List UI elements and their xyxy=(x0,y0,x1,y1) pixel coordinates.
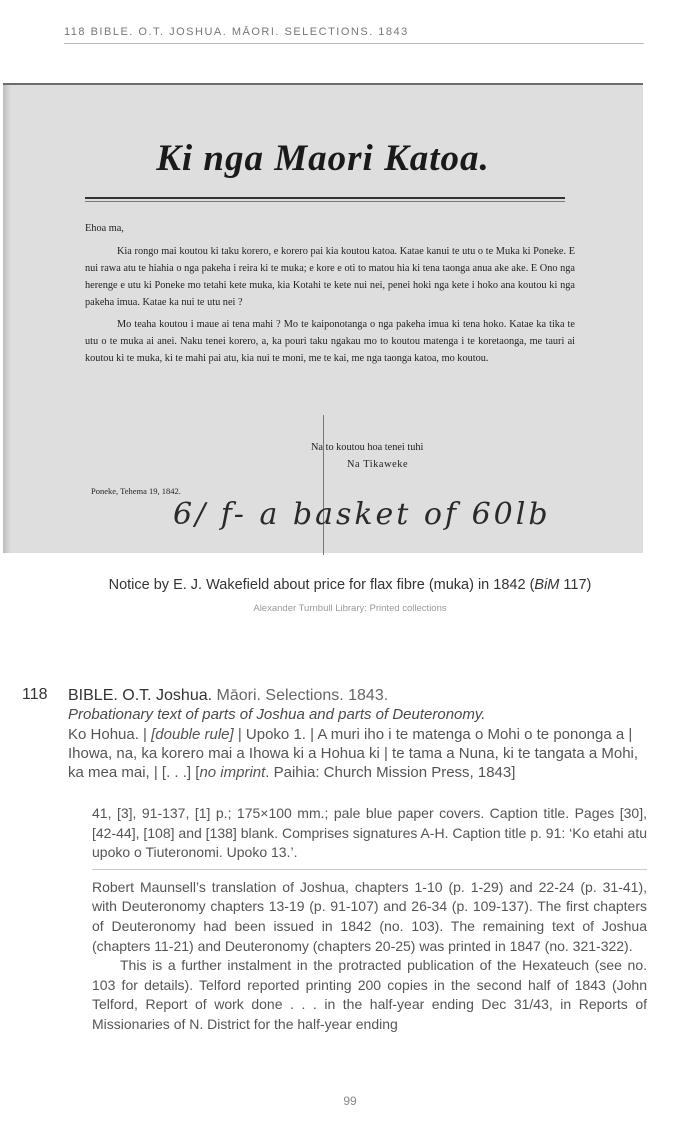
collation-note: 41, [3], 91-137, [1] p.; 175×100 mm.; pale blue paper covers. Caption title. Pages [30], [42-44], [108] and [138] blank. Comprises signatures A-H. Caption title p. 91: ‘Ko etahi atu upoko o Tiuteronomi. Upoko 13.’. xyxy=(92,805,647,861)
plate-title: Ki nga Maori Katoa. xyxy=(156,138,490,179)
entry-heading-sub: Māori. Selections. 1843. xyxy=(212,687,389,704)
caption-text-italic: BiM xyxy=(534,577,560,593)
caption-text-a: Notice by E. J. Wakefield about price for flax fibre (muka) in 1842 ( xyxy=(108,577,535,593)
notice-plate-image xyxy=(3,83,643,553)
transcription-part-b: | Upoko 1. | A muri iho i te matenga o Mohi o te pononga a | Ihowa, na, ka korero mai a Ihowa ki a Hohua ki | te tama a Nuna, ki te tangata a Mohi, ka mea mai, | [. . .] [ xyxy=(68,725,639,782)
plate-rule-thin xyxy=(85,201,565,202)
entry-title: Probationary text of parts of Joshua and parts of Deuteronomy. xyxy=(68,706,486,724)
notes-paragraph-1: Robert Maunsell’s translation of Joshua, chapters 1-10 (p. 1-29) and 22-24 (p. 31-41), with Deuteronomy chapters 13-19 (p. 91-107) and 26-34 (p. 109-137). The first chapters of Deuteronomy had been issued in 1842 (no. 103). The remaining text of Joshua (chapters 11-21) and Deuteronomy (chapters 20-25) was printed in 1847 (no. 321-322). xyxy=(92,878,647,954)
transcription-part-a: Ko Hohua. | xyxy=(68,725,152,743)
entry-heading xyxy=(68,686,648,705)
bibliography-entry xyxy=(68,686,648,782)
plate-body xyxy=(85,220,575,372)
plate-handwriting: 6/ f- a basket of 60lb xyxy=(173,497,551,532)
transcription-part-c: . Paihia: Church Mission Press, 1843] xyxy=(265,764,516,782)
entry-number: 118 xyxy=(22,686,48,703)
plate-paragraph-1: Kia rongo mai koutou ki taku korero, e korero pai kia koutou katoa. Katae kanui te utu o te Muka ki Poneke. E nui rawa atu te hiahia o nga pakeha i reira ki te muka; e kore e oti to matou hia ki tena taonga anua ake ake. E Ono nga herenge e utu ki Poneke mo tetahi kete muka, kia Kotahi te kete nui nei, penei hoki nga kete i hoko ana koutou ki nga pakeha imua. Katae ka nui te utu nei ? xyxy=(85,246,575,308)
plate-signature-name: Na Tikaweke xyxy=(347,459,409,470)
transcription-no-imprint: no imprint xyxy=(199,764,266,782)
entry-notes xyxy=(92,804,647,1035)
page-number: 99 xyxy=(343,1094,357,1108)
transcription-rule: [double rule] xyxy=(151,725,234,743)
entry-heading-main: BIBLE. O.T. Joshua. xyxy=(68,687,213,704)
entry-transcription xyxy=(68,725,648,783)
header-rule xyxy=(64,43,644,44)
caption-text-b: 117) xyxy=(559,577,592,593)
plate-paragraph-2: Mo teaha koutou i mauе ai tena mahi ? Mo te kaiponotanga o nga pakeha imua ki tena hoko. Katae ka tika te utu o te muka ai anei. Naku tenei korero, a, ka pouri taku ngakau mo to koutou matenga i te koretaonga, me tauri ai koutou ki te muka, ki te mahi pai atu, kia nui te moni, me te kai, me nga taonga katoa, mo koutou. xyxy=(85,319,575,364)
figure-caption xyxy=(0,577,700,593)
plate-date: Poneke, Tehema 19, 1842. xyxy=(91,486,181,496)
plate-greeting: Ehoa ma, xyxy=(85,223,124,234)
figure-credit: Alexander Turnbull Library: Printed collections xyxy=(253,603,447,614)
notes-separator xyxy=(92,869,647,870)
plate-fold-mark xyxy=(323,415,324,555)
plate-rule xyxy=(85,197,565,199)
plate-signature xyxy=(311,439,423,473)
running-head: 118 BIBLE. O.T. JOSHUA. MĀORI. SELECTIONS. 1843 xyxy=(64,26,409,38)
notes-paragraph-2: This is a further instalment in the protracted publication of the Hexateuch (see no. 103 for details). Telford reported printing 200 copies in the second half of 1843 (John Telford, Report of work done . . . in the half-year ending Dec 31/43, in Reports of Missionaries of N. District for the half-year ending xyxy=(92,957,647,1032)
plate-edge-shadow xyxy=(3,85,11,553)
plate-signature-line: Na to koutou hoa tenei tuhi xyxy=(311,442,424,453)
